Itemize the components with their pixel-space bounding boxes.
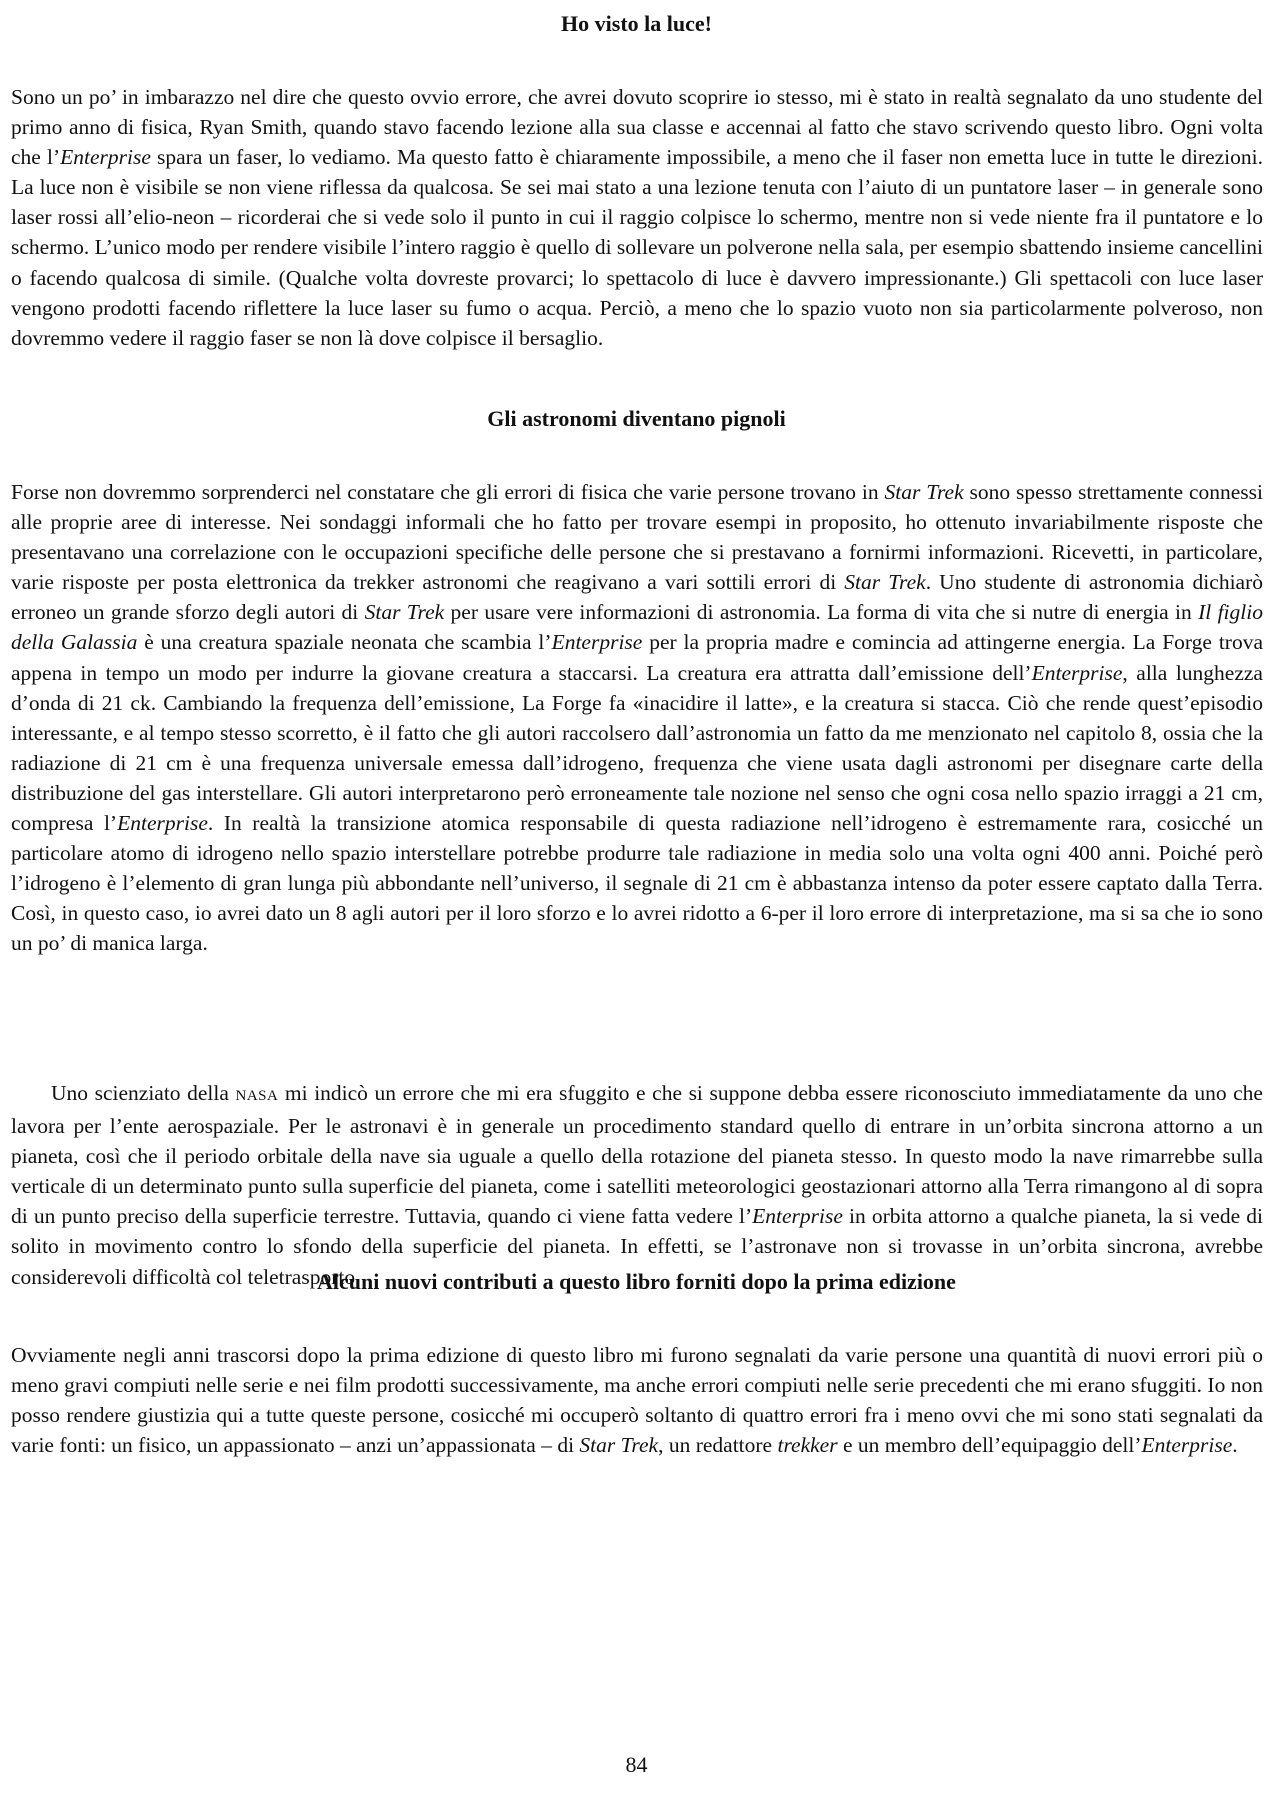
text-run: è una creatura spaziale neonata che scambia l’ [137,630,552,655]
title-star-trek: Star Trek [364,600,445,625]
title-enterprise: Enterprise [752,1204,843,1229]
text-run: . Uno studente di astronomia dichiarò erroneo un grande sforzo degli autori di [11,570,1264,625]
paragraph-luce [11,82,1263,353]
text-run: e un membro dell’equipaggio dell’ [837,1433,1142,1458]
section-title-luce: Ho visto la luce! [561,11,712,36]
title-star-trek: Star Trek [844,570,926,595]
page-number: 84 [625,1752,648,1777]
text-run: Uno scienziato della [51,1081,236,1105]
text-run: sono spesso strettamente connessi alle proprie aree di interesse. Nei sondaggi informali che ho fatto per trovare esempi in proposito, ho ottenuto invariabilmente risposte che presentavano una correlazione con le occupazioni specifiche delle persone che si prestavano a fornirmi informazioni. Ricevetti, in particolare, varie risposte per posta elettronica da trekker astronomi che reagivano a vari sottili errori di [11,480,1263,595]
title-star-trek: Star Trek [884,480,964,504]
paragraph-contributi [11,1340,1263,1460]
title-enterprise: Enterprise [1141,1433,1233,1458]
text-run: spara un faser, lo vediamo. Ma questo fatto è chiaramente impossibile, a meno che il faser non emetta luce in tutte le direzioni. La luce non è visibile se non viene riflessa da qualcosa. Se sei mai stato a una lezione tenuta con l’aiuto di un puntatore laser – in generale sono laser rossi all’elio-neon – ricorderai che si vede solo il punto in cui il raggio colpisce lo schermo, mentre non si vede niente fra il puntatore e lo schermo. L’unico modo per rendere visibile l’intero raggio è quello di sollevare un polverone nella sala, per esempio sbattendo insieme cancellini o facendo qualcosa di simile. (Qualche volta dovreste provarci; lo spettacolo di luce è davvero impressionante.) Gli spettacoli con luce laser vengono prodotti facendo riflettere la luce laser su fumo o acqua. Perciò, a meno che lo spazio vuoto non sia particolarmente polveroso, non dovremmo vedere il raggio faser se non là dove colpisce il bersaglio. [11,145,1263,350]
paragraph-astronomi [11,477,1263,959]
title-figlio-galassia: Il figlio della Galassia [11,600,1263,655]
text-run: Ovviamente negli anni trascorsi dopo la prima edizione di questo libro mi furono segnalati da varie persone una quantità di nuovi errori più o meno gravi compiuti nelle serie e nei film prodotti successivamente, ma anche errori compiuti nelle serie precedenti che mi erano sfuggiti. Io non posso rendere giustizia qui a tutte queste persone, cosicché mi occuperò soltanto di quattro errori fra i meno ovvi che mi sono stati segnalati da varie fonti: un fisico, un appassionato – anzi un’appassionata – di [11,1343,1263,1458]
title-enterprise: Enterprise [551,630,643,655]
acronym-nasa: NASA [235,1088,279,1104]
text-run: , un redattore [658,1433,778,1458]
text-run: . [1232,1433,1238,1458]
text-run: , alla lunghezza d’onda di 21 ck. Cambiando la frequenza dell’emissione, La Forge fa «inacidire il latte», e la creatura si stacca. Ciò che rende quest’episodio interessante, e al tempo stesso scorretto, è il fatto che gli autori raccolsero dall’astronomia un fatto da me menzionato nel capitolo 8, ossia che la radiazione di 21 cm è una frequenza universale emessa dall’idrogeno, frequenza che viene usata dagli astronomi per disegnare carte della distribuzione del gas interstellare. Gli autori interpretarono però erroneamente tale nozione nel senso che ogni cosa nello spazio irraggi a 21 cm, compresa l’ [11,660,1263,836]
section-title-astronomi: Gli astronomi diventano pignoli [487,406,786,431]
text-run: . In realtà la transizione atomica responsabile di questa radiazione nell’idrogeno è estremamente rara, cosicché un particolare atomo di idrogeno nello spazio interstellare potrebbe produrre tale radiazione in media solo una volta ogni 400 anni. Poiché però l’idrogeno è l’elemento di gran lunga più abbondante nell’universo, il segnale di 21 cm è abbastanza intenso da poter essere captato dalla Terra. Così, in questo caso, io avrei dato un 8 agli autori per il loro sforzo e lo avrei ridotto a 6-per il loro errore di interpretazione, ma si sa che io sono un po’ di manica larga. [11,811,1263,956]
text-run: Sono un po’ in imbarazzo nel dire che questo ovvio errore, che avrei dovuto scoprire io stesso, mi è stato in realtà segnalato da uno studente del primo anno di fisica, Ryan Smith, quando stavo facendo lezione alla sua classe e accennai al fatto che stavo scrivendo questo libro. Ogni volta che l’ [11,85,1263,170]
term-trekker: trekker [777,1433,838,1458]
title-enterprise: Enterprise [117,811,208,836]
paragraph-nasa [11,1078,1263,1292]
text-run: in orbita attorno a qualche pianeta, la si vede di solito in movimento contro lo sfondo della superficie del pianeta. In effetti, se l’astronave non si trovasse in un’orbita sincrona, avrebbe considerevoli difficoltà col teletrasporto. [11,1204,1263,1289]
title-star-trek: Star Trek [579,1433,659,1458]
text-run: mi indicò un errore che mi era sfuggito e che si suppone debba essere riconosciuto immediatamente da uno che lavora per l’ente aerospaziale. Per le astronavi è in generale un procedimento standard quello di entrare in un’orbita sincrona attorno a un pianeta, così che il periodo orbitale della nave sia uguale a quello della rotazione del pianeta stesso. In questo modo la nave rimarrebbe sulla verticale di un determinato punto sulla superficie del pianeta, come i satelliti meteorologici geostazionari attorno alla Terra rimangono al di sopra di un punto preciso della superficie terrestre. Tuttavia, quando ci viene fatta vedere l’ [11,1081,1263,1229]
text-run: per la propria madre e comincia ad attingerne energia. La Forge trova appena in tempo un modo per indurre la giovane creatura a staccarsi. La creatura era attratta dall’emissione dell’ [11,630,1264,685]
title-enterprise: Enterprise [60,145,151,170]
title-enterprise: Enterprise [1031,660,1123,685]
section-title-contributi: Alcuni nuovi contributi a questo libro forniti dopo la prima edizione [317,1269,956,1294]
text-run: per usare vere informazioni di astronomia. La forma di vita che si nutre di energia in [444,600,1199,625]
text-run: Forse non dovremmo sorprenderci nel constatare che gli errori di fisica che varie persone trovano in [11,480,885,504]
